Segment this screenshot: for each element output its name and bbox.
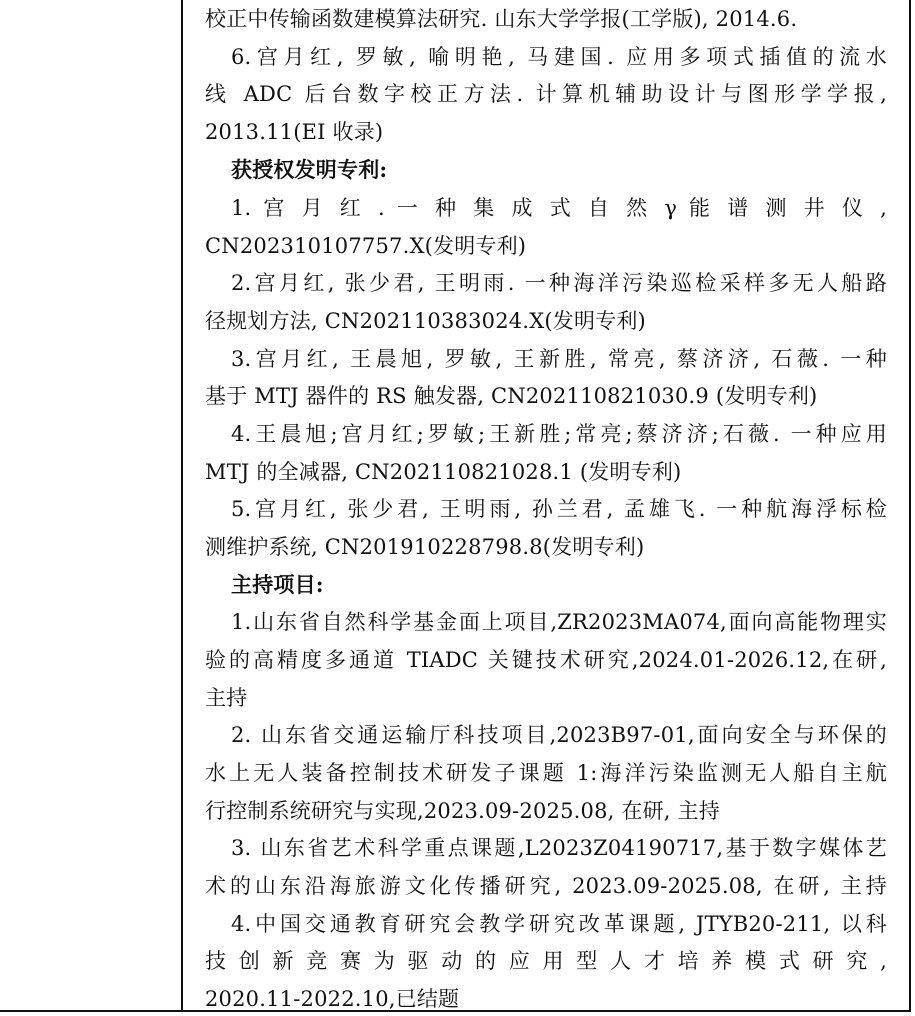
text-line: 测维护系统, CN201910228798.8(发明专利): [205, 535, 645, 559]
text-line: 水上无人装备控制技术研发子课题 1:海洋污染监测无人船自主航: [205, 761, 887, 785]
text-line: 2013.11(EI 收录): [205, 120, 384, 144]
patent-entry-5: 5.宫月红, 张少君, 王明雨, 孙兰君, 孟雄飞. 一种航海浮标检: [231, 497, 887, 521]
patent-entry-3: 3.宫月红, 王晨旭, 罗敏, 王新胜, 常亮, 蔡济济, 石薇. 一种: [231, 347, 887, 371]
paper-entry-6: 6.宫月红, 罗敏, 喻明艳, 马建国. 应用多项式插值的流水: [231, 45, 887, 69]
project-entry-1: 1.山东省自然科学基金面上项目,ZR2023MA074,面向高能物理实: [231, 610, 887, 634]
text-line: 径规划方法, CN202110383024.X(发明专利): [205, 309, 646, 333]
left-table-cell: [0, 0, 183, 1012]
text-line: MTJ 的全减器, CN202110821028.1 (发明专利): [205, 460, 682, 484]
project-entry-3: 3. 山东省艺术科学重点课题,L2023Z04190717,基于数字媒体艺: [231, 836, 887, 860]
text-line: 行控制系统研究与实现,2023.09-2025.08, 在研, 主持: [205, 799, 720, 823]
section-heading-patents: 获授权发明专利:: [231, 157, 388, 182]
patent-entry-1: 1. 宫 月 红 . 一 种 集 成 式 自 然 γ 能 谱 测 井 仪 ,: [231, 196, 887, 220]
text-line: 2020.11-2022.10,已结题: [205, 987, 460, 1011]
text-line: 主持: [205, 686, 248, 710]
text-line: 技 创 新 竞 赛 为 驱 动 的 应 用 型 人 才 培 养 模 式 研 究 ,: [205, 949, 887, 973]
section-heading-projects: 主持项目:: [231, 572, 324, 597]
text-line: 线 ADC 后台数字校正方法. 计算机辅助设计与图形学学报,: [205, 82, 887, 106]
project-entry-4: 4.中国交通教育研究会教学研究改革课题, JTYB20-211, 以科: [231, 912, 887, 936]
text-line: 基于 MTJ 器件的 RS 触发器, CN202110821030.9 (发明专利): [205, 384, 818, 408]
patent-entry-4: 4.王晨旭;宫月红;罗敏;王新胜;常亮;蔡济济;石薇. 一种应用: [231, 422, 887, 446]
text-line: 校正中传输函数建模算法研究. 山东大学学报(工学版), 2014.6.: [205, 7, 798, 31]
patent-entry-2: 2.宫月红, 张少君, 王明雨. 一种海洋污染巡检采样多无人船路: [231, 271, 887, 295]
project-entry-2: 2. 山东省交通运输厅科技项目,2023B97-01,面向安全与环保的: [231, 723, 887, 747]
text-line: 术的山东沿海旅游文化传播研究, 2023.09-2025.08, 在研, 主持: [205, 874, 887, 898]
text-line: CN202310107757.X(发明专利): [205, 234, 527, 258]
text-line: 验的高精度多通道 TIADC 关键技术研究,2024.01-2026.12,在研,: [205, 648, 887, 672]
